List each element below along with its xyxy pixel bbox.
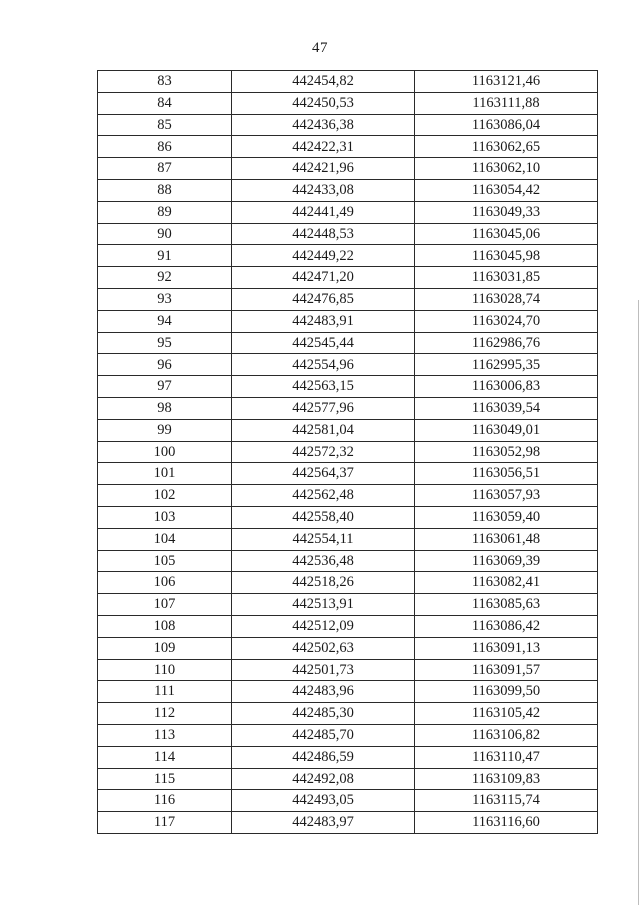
y-coordinate-cell: 1163039,54 xyxy=(415,397,598,419)
table-row xyxy=(98,746,598,768)
point-number-cell: 104 xyxy=(98,528,232,550)
table-row xyxy=(98,703,598,725)
y-coordinate-cell: 1163121,46 xyxy=(415,71,598,93)
coordinates-table-body xyxy=(98,71,598,834)
table-row xyxy=(98,637,598,659)
y-coordinate-cell: 1163057,93 xyxy=(415,485,598,507)
y-coordinate-cell: 1163052,98 xyxy=(415,441,598,463)
y-coordinate-cell: 1163111,88 xyxy=(415,92,598,114)
point-number-cell: 98 xyxy=(98,397,232,419)
y-coordinate-cell: 1163110,47 xyxy=(415,746,598,768)
y-coordinate-cell: 1163024,70 xyxy=(415,310,598,332)
x-coordinate-cell: 442493,05 xyxy=(232,790,415,812)
x-coordinate-cell: 442450,53 xyxy=(232,92,415,114)
point-number-cell: 102 xyxy=(98,485,232,507)
x-coordinate-cell: 442449,22 xyxy=(232,245,415,267)
y-coordinate-cell: 1163062,10 xyxy=(415,158,598,180)
x-coordinate-cell: 442554,96 xyxy=(232,354,415,376)
table-row xyxy=(98,158,598,180)
y-coordinate-cell: 1163115,74 xyxy=(415,790,598,812)
table-row xyxy=(98,812,598,834)
x-coordinate-cell: 442492,08 xyxy=(232,768,415,790)
x-coordinate-cell: 442476,85 xyxy=(232,288,415,310)
point-number-cell: 107 xyxy=(98,594,232,616)
y-coordinate-cell: 1163028,74 xyxy=(415,288,598,310)
table-row xyxy=(98,506,598,528)
table-row xyxy=(98,615,598,637)
point-number-cell: 84 xyxy=(98,92,232,114)
y-coordinate-cell: 1163086,04 xyxy=(415,114,598,136)
point-number-cell: 92 xyxy=(98,267,232,289)
table-row xyxy=(98,376,598,398)
y-coordinate-cell: 1163085,63 xyxy=(415,594,598,616)
point-number-cell: 91 xyxy=(98,245,232,267)
point-number-cell: 116 xyxy=(98,790,232,812)
y-coordinate-cell: 1163091,57 xyxy=(415,659,598,681)
point-number-cell: 99 xyxy=(98,419,232,441)
y-coordinate-cell: 1163059,40 xyxy=(415,506,598,528)
table-row xyxy=(98,267,598,289)
x-coordinate-cell: 442581,04 xyxy=(232,419,415,441)
table-row xyxy=(98,114,598,136)
y-coordinate-cell: 1163056,51 xyxy=(415,463,598,485)
table-row xyxy=(98,136,598,158)
point-number-cell: 94 xyxy=(98,310,232,332)
point-number-cell: 97 xyxy=(98,376,232,398)
coordinates-table xyxy=(97,70,598,834)
y-coordinate-cell: 1163061,48 xyxy=(415,528,598,550)
point-number-cell: 108 xyxy=(98,615,232,637)
y-coordinate-cell: 1163054,42 xyxy=(415,179,598,201)
table-row xyxy=(98,681,598,703)
x-coordinate-cell: 442485,70 xyxy=(232,724,415,746)
x-coordinate-cell: 442513,91 xyxy=(232,594,415,616)
x-coordinate-cell: 442422,31 xyxy=(232,136,415,158)
point-number-cell: 86 xyxy=(98,136,232,158)
y-coordinate-cell: 1163069,39 xyxy=(415,550,598,572)
table-row xyxy=(98,485,598,507)
table-row xyxy=(98,724,598,746)
y-coordinate-cell: 1163031,85 xyxy=(415,267,598,289)
table-row xyxy=(98,245,598,267)
y-coordinate-cell: 1163091,13 xyxy=(415,637,598,659)
point-number-cell: 109 xyxy=(98,637,232,659)
point-number-cell: 100 xyxy=(98,441,232,463)
table-row xyxy=(98,790,598,812)
y-coordinate-cell: 1163062,65 xyxy=(415,136,598,158)
y-coordinate-cell: 1163109,83 xyxy=(415,768,598,790)
x-coordinate-cell: 442518,26 xyxy=(232,572,415,594)
point-number-cell: 113 xyxy=(98,724,232,746)
y-coordinate-cell: 1163086,42 xyxy=(415,615,598,637)
x-coordinate-cell: 442483,96 xyxy=(232,681,415,703)
point-number-cell: 88 xyxy=(98,179,232,201)
point-number-cell: 115 xyxy=(98,768,232,790)
table-row xyxy=(98,528,598,550)
point-number-cell: 96 xyxy=(98,354,232,376)
x-coordinate-cell: 442554,11 xyxy=(232,528,415,550)
point-number-cell: 112 xyxy=(98,703,232,725)
table-row xyxy=(98,550,598,572)
point-number-cell: 101 xyxy=(98,463,232,485)
x-coordinate-cell: 442577,96 xyxy=(232,397,415,419)
x-coordinate-cell: 442483,91 xyxy=(232,310,415,332)
point-number-cell: 83 xyxy=(98,71,232,93)
point-number-cell: 111 xyxy=(98,681,232,703)
x-coordinate-cell: 442483,97 xyxy=(232,812,415,834)
x-coordinate-cell: 442562,48 xyxy=(232,485,415,507)
x-coordinate-cell: 442564,37 xyxy=(232,463,415,485)
table-row xyxy=(98,332,598,354)
x-coordinate-cell: 442436,38 xyxy=(232,114,415,136)
table-row xyxy=(98,71,598,93)
x-coordinate-cell: 442512,09 xyxy=(232,615,415,637)
table-row xyxy=(98,419,598,441)
x-coordinate-cell: 442572,32 xyxy=(232,441,415,463)
x-coordinate-cell: 442485,30 xyxy=(232,703,415,725)
table-row xyxy=(98,310,598,332)
y-coordinate-cell: 1163106,82 xyxy=(415,724,598,746)
page-number: 47 xyxy=(312,40,328,56)
y-coordinate-cell: 1163049,01 xyxy=(415,419,598,441)
point-number-cell: 117 xyxy=(98,812,232,834)
table-row xyxy=(98,659,598,681)
point-number-cell: 87 xyxy=(98,158,232,180)
y-coordinate-cell: 1163049,33 xyxy=(415,201,598,223)
table-row xyxy=(98,768,598,790)
y-coordinate-cell: 1162995,35 xyxy=(415,354,598,376)
y-coordinate-cell: 1163082,41 xyxy=(415,572,598,594)
table-row xyxy=(98,201,598,223)
point-number-cell: 90 xyxy=(98,223,232,245)
point-number-cell: 103 xyxy=(98,506,232,528)
table-row xyxy=(98,594,598,616)
point-number-cell: 93 xyxy=(98,288,232,310)
x-coordinate-cell: 442433,08 xyxy=(232,179,415,201)
y-coordinate-cell: 1163099,50 xyxy=(415,681,598,703)
page-edge-divider xyxy=(638,300,639,905)
x-coordinate-cell: 442441,49 xyxy=(232,201,415,223)
table-row xyxy=(98,572,598,594)
y-coordinate-cell: 1162986,76 xyxy=(415,332,598,354)
y-coordinate-cell: 1163116,60 xyxy=(415,812,598,834)
x-coordinate-cell: 442563,15 xyxy=(232,376,415,398)
point-number-cell: 114 xyxy=(98,746,232,768)
table-row xyxy=(98,441,598,463)
point-number-cell: 89 xyxy=(98,201,232,223)
x-coordinate-cell: 442471,20 xyxy=(232,267,415,289)
x-coordinate-cell: 442486,59 xyxy=(232,746,415,768)
x-coordinate-cell: 442448,53 xyxy=(232,223,415,245)
table-row xyxy=(98,92,598,114)
point-number-cell: 85 xyxy=(98,114,232,136)
point-number-cell: 110 xyxy=(98,659,232,681)
table-row xyxy=(98,463,598,485)
y-coordinate-cell: 1163045,06 xyxy=(415,223,598,245)
y-coordinate-cell: 1163045,98 xyxy=(415,245,598,267)
table-row xyxy=(98,288,598,310)
x-coordinate-cell: 442421,96 xyxy=(232,158,415,180)
table-row xyxy=(98,179,598,201)
y-coordinate-cell: 1163105,42 xyxy=(415,703,598,725)
x-coordinate-cell: 442454,82 xyxy=(232,71,415,93)
table-row xyxy=(98,354,598,376)
point-number-cell: 106 xyxy=(98,572,232,594)
table-row xyxy=(98,397,598,419)
x-coordinate-cell: 442536,48 xyxy=(232,550,415,572)
x-coordinate-cell: 442502,63 xyxy=(232,637,415,659)
y-coordinate-cell: 1163006,83 xyxy=(415,376,598,398)
point-number-cell: 95 xyxy=(98,332,232,354)
x-coordinate-cell: 442501,73 xyxy=(232,659,415,681)
x-coordinate-cell: 442545,44 xyxy=(232,332,415,354)
point-number-cell: 105 xyxy=(98,550,232,572)
table-row xyxy=(98,223,598,245)
x-coordinate-cell: 442558,40 xyxy=(232,506,415,528)
